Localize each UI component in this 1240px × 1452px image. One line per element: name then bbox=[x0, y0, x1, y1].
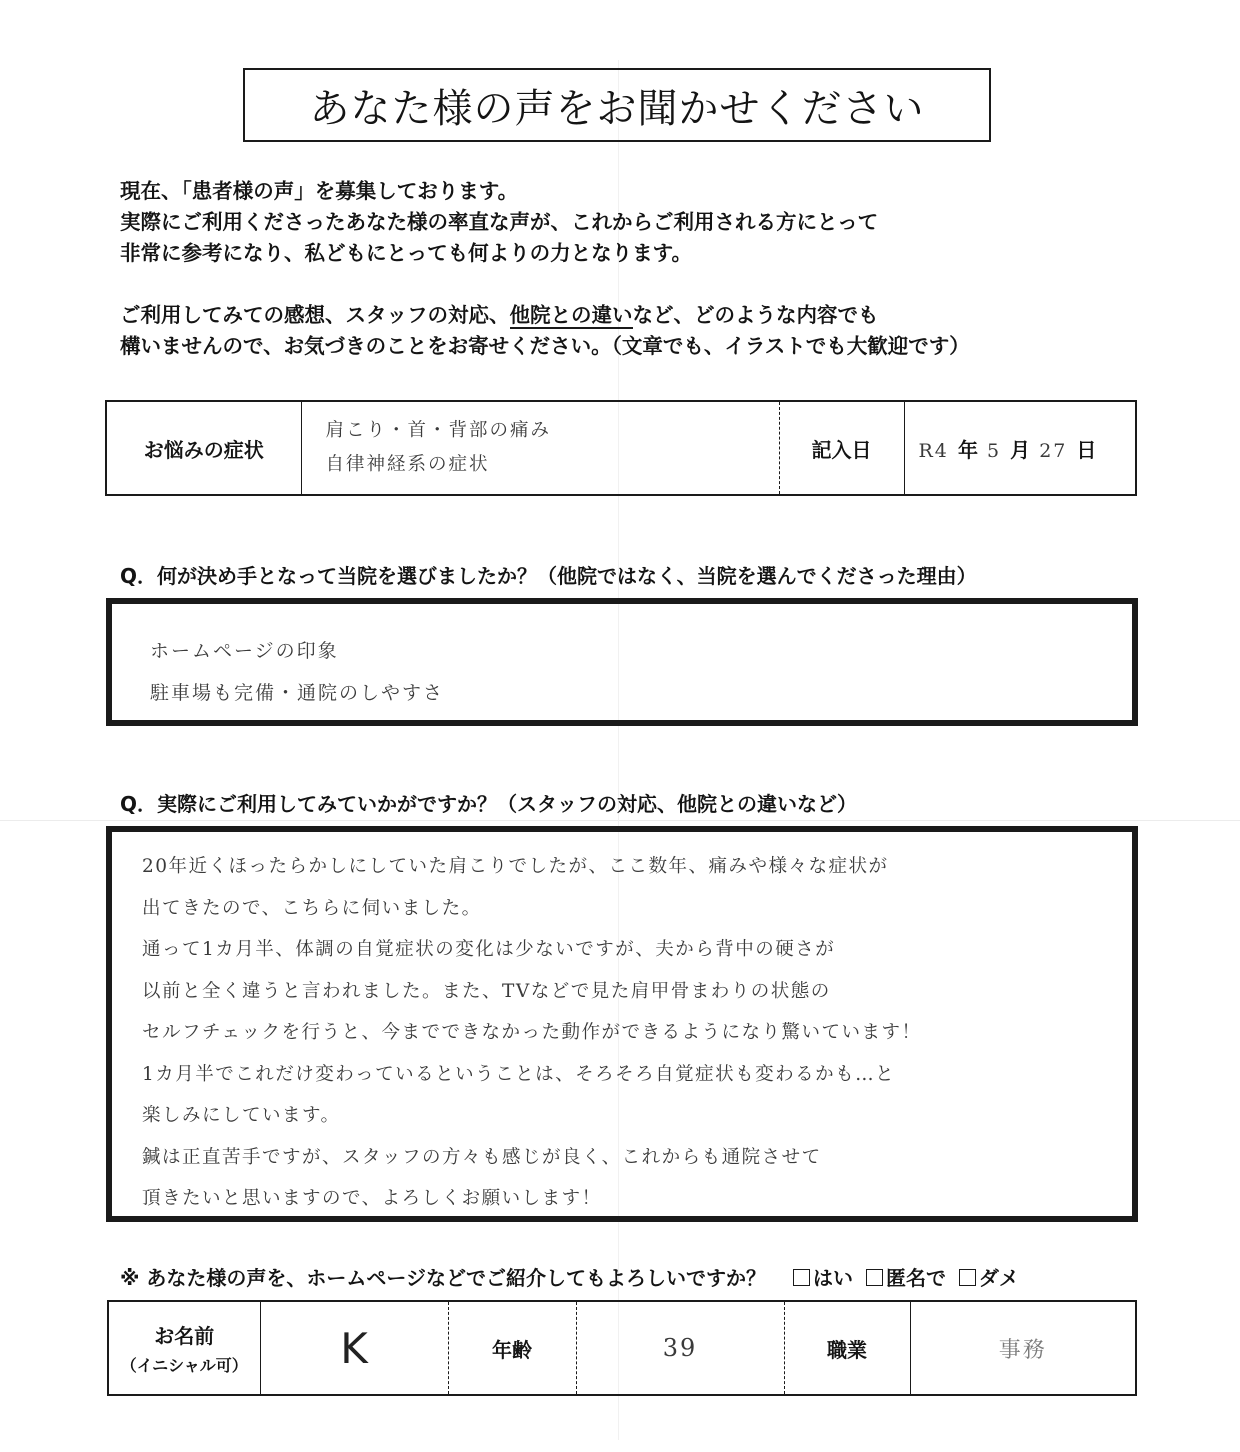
intro-line: 非常に参考になり、私どもにとっても何よりの力となります。 bbox=[120, 241, 692, 265]
consent-row bbox=[120, 1262, 1019, 1291]
entry-date-field[interactable] bbox=[904, 401, 1136, 495]
paper-fold-horizontal bbox=[0, 820, 1240, 821]
intro-line bbox=[120, 300, 970, 331]
intro-line-part: など、どのような内容でも bbox=[632, 303, 879, 327]
checkbox-icon[interactable] bbox=[793, 1269, 810, 1286]
answer-line: 20年近くほったらかしにしていた肩こりでしたが、ここ数年、痛みや様々な症状が bbox=[142, 856, 889, 877]
consent-option-label: 匿名で bbox=[885, 1266, 946, 1290]
symptom-line: 肩こり・首・背部の痛み bbox=[325, 420, 552, 441]
consent-option-yes[interactable] bbox=[793, 1266, 853, 1290]
intro-line: 現在、「患者様の声」を募集しております。 bbox=[120, 179, 519, 203]
consent-option-no[interactable] bbox=[959, 1266, 1019, 1290]
answer-2-box[interactable] bbox=[106, 826, 1138, 1222]
age-label: 年齢 bbox=[448, 1301, 576, 1395]
answer-line: 頂きたいと思いますので、よろしくお願いします！ bbox=[142, 1188, 602, 1209]
consent-option-anonymous[interactable] bbox=[866, 1266, 946, 1290]
name-value: K bbox=[340, 1323, 368, 1373]
symptom-line: 自律神経系の症状 bbox=[325, 454, 490, 475]
age-field[interactable] bbox=[576, 1301, 784, 1395]
checkbox-icon[interactable] bbox=[866, 1269, 883, 1286]
year-unit: 年 bbox=[957, 437, 978, 462]
answer-line: セルフチェックを行うと、今までできなかった動作ができるようになり驚いています！ bbox=[142, 1022, 922, 1043]
symptom-label: お悩みの症状 bbox=[106, 401, 301, 495]
answer-line: ホームページの印象 bbox=[150, 640, 339, 662]
name-field[interactable] bbox=[260, 1301, 448, 1395]
answer-line: 楽しみにしています。 bbox=[142, 1105, 341, 1126]
symptom-table bbox=[105, 400, 1137, 496]
consent-question: ※ あなた様の声を、ホームページなどでご紹介してもよろしいですか？ bbox=[120, 1266, 767, 1290]
answer-line: 以前と全く違うと言われました。また、TVなどで見た肩甲骨まわりの状態の bbox=[142, 980, 831, 1002]
intro-paragraph-1 bbox=[120, 176, 878, 269]
age-value: 39 bbox=[662, 1334, 698, 1362]
intro-paragraph-2 bbox=[120, 300, 970, 362]
page-title bbox=[243, 68, 991, 142]
symptom-field[interactable] bbox=[301, 401, 779, 495]
answer-line: 1カ月半でこれだけ変わっているということは、そろそろ自覚症状も変わるかも…と bbox=[142, 1063, 896, 1085]
answer-line: 通って1カ月半、体調の自覚症状の変化は少ないですが、夫から背中の硬さが bbox=[142, 939, 836, 960]
entry-date-month: 5 bbox=[987, 439, 1002, 462]
answer-line: 出てきたので、こちらに伺いました。 bbox=[142, 897, 482, 919]
consent-option-label: ダメ bbox=[978, 1266, 1019, 1290]
name-sub-label: （イニシャル可） bbox=[120, 1356, 248, 1375]
entry-date-day: 27 bbox=[1039, 439, 1068, 462]
question-2: Q．実際にご利用してみていかがですか？（スタッフの対応、他院との違いなど） bbox=[120, 792, 858, 816]
day-unit: 日 bbox=[1076, 437, 1097, 462]
checkbox-icon[interactable] bbox=[959, 1269, 976, 1286]
name-label bbox=[108, 1301, 260, 1395]
entry-date-label: 記入日 bbox=[779, 401, 904, 495]
underlined-phrase: 他院との違い bbox=[509, 303, 633, 327]
question-1: Q．何が決め手となって当院を選びましたか？（他院ではなく、当院を選んでくださった理由） bbox=[120, 564, 977, 588]
intro-line-part: ご利用してみての感想、スタッフの対応、 bbox=[120, 303, 510, 327]
profile-table bbox=[107, 1300, 1137, 1396]
job-label: 職業 bbox=[784, 1301, 910, 1395]
month-unit: 月 bbox=[1010, 437, 1031, 462]
answer-line: 鍼は正直苦手ですが、スタッフの方々も感じが良く、これからも通院させて bbox=[142, 1146, 822, 1168]
answer-1-box[interactable] bbox=[106, 598, 1138, 726]
answer-line: 駐車場も完備・通院のしやすさ bbox=[150, 682, 445, 704]
job-value: 事務 bbox=[998, 1337, 1047, 1363]
entry-date-era-year: R4 bbox=[918, 439, 949, 462]
consent-option-label: はい bbox=[812, 1266, 853, 1290]
intro-line: 実際にご利用くださったあなた様の率直な声が、これからご利用される方にとって bbox=[120, 210, 879, 234]
name-label-text: お名前 bbox=[154, 1324, 215, 1348]
job-field[interactable] bbox=[910, 1301, 1136, 1395]
intro-line: 構いませんので、お気づきのことをお寄せください。（文章でも、イラストでも大歓迎です） bbox=[120, 334, 970, 358]
page-title-text: あなた様の声をお聞かせください bbox=[309, 85, 925, 132]
